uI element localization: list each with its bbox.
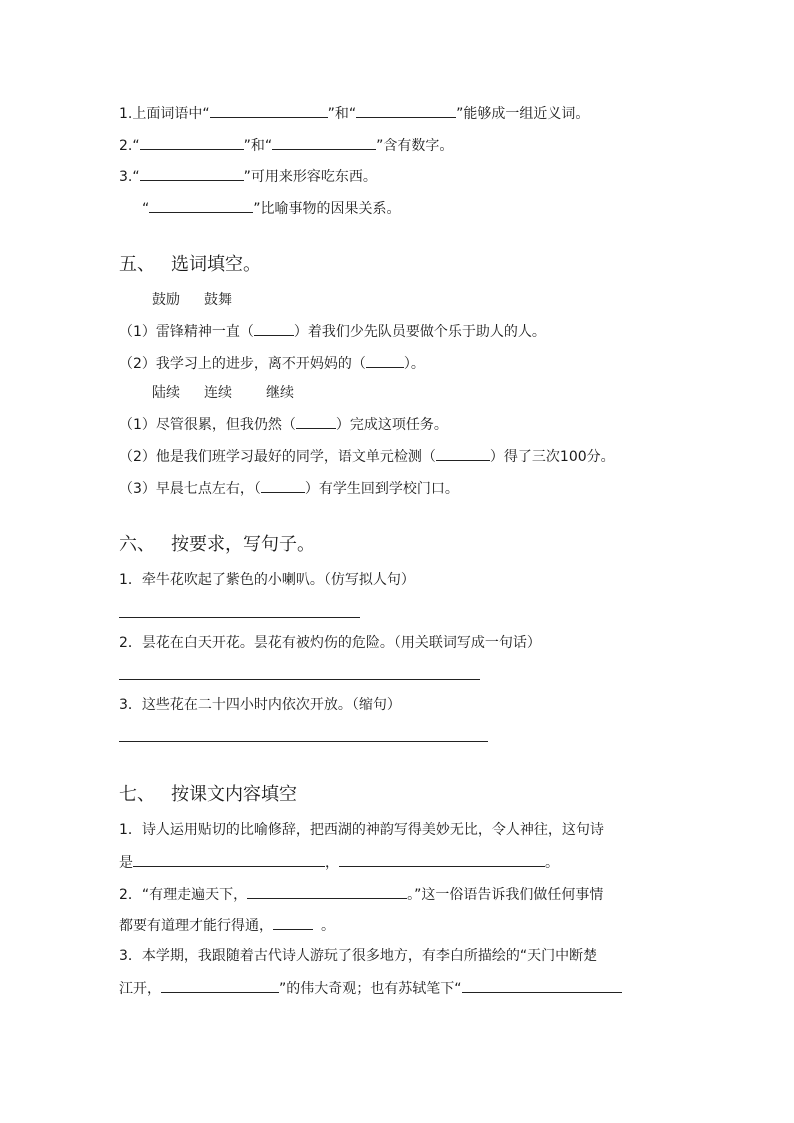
- p7-q3-blank-2[interactable]: [462, 978, 622, 993]
- p5-heading-number: 五、: [119, 254, 155, 275]
- p5-g2q3-blank[interactable]: [261, 478, 305, 493]
- question-text: 江开，: [119, 981, 161, 997]
- word-option: 鼓舞: [204, 292, 232, 308]
- p5-g2q1-blank[interactable]: [296, 414, 336, 429]
- p7-q2-blank-1[interactable]: [247, 884, 407, 899]
- p5-g1-question-2: [119, 353, 794, 373]
- p7-q3-line-2: [119, 978, 794, 998]
- p7-q2-line-2: [119, 915, 794, 935]
- p4-q3b-blank[interactable]: [149, 198, 253, 213]
- question-text: （2）他是我们班学习最好的同学，语文单元检测（: [119, 449, 436, 465]
- question-text: ）有学生回到学校门口。: [304, 481, 459, 497]
- p4-q3a-blank[interactable]: [140, 166, 244, 181]
- question-text: （2）我学习上的进步，离不开妈妈的（: [119, 356, 366, 372]
- question-text: 2．“有理走遍天下，: [119, 887, 248, 903]
- p5-g1q2-blank[interactable]: [366, 353, 404, 368]
- p6-q1-answer-line[interactable]: [119, 617, 360, 618]
- p7-heading: [119, 784, 794, 806]
- question-text: ”的伟大奇观；也有苏轼笔下“: [279, 981, 462, 997]
- p5-g2-question-1: [119, 414, 794, 434]
- question-text: 。”这一俗语告诉我们做任何事情: [407, 887, 604, 903]
- p4-question-3a: [119, 166, 794, 186]
- p4-q1-text-mid: ”和“: [327, 106, 357, 122]
- p4-q2-blank-1[interactable]: [140, 135, 244, 150]
- p5-word-group-2: [152, 384, 794, 402]
- question-text: 是: [119, 855, 133, 871]
- p5-word-group-1: [152, 291, 794, 309]
- p5-g2-question-3: [119, 478, 794, 498]
- p6-q2-answer-line[interactable]: [119, 679, 480, 680]
- p7-q3-line-1: 3．本学期，我跟随着古代诗人游玩了很多地方，有李白所描绘的“天门中断楚: [119, 948, 598, 964]
- p4-question-2: [119, 135, 794, 155]
- p6-heading-text: 按要求，写句子。: [171, 534, 315, 555]
- word-option: 鼓励: [152, 292, 180, 308]
- question-text: （1）尽管很累，但我仍然（: [119, 417, 296, 433]
- question-text: 。: [321, 918, 335, 934]
- word-option: 继续: [266, 385, 294, 401]
- word-option: 连续: [204, 385, 232, 401]
- p5-g1-question-1: [119, 321, 794, 341]
- question-text: ）。: [403, 356, 425, 372]
- p4-q1-blank-1[interactable]: [210, 103, 328, 118]
- p5-g2q2-blank[interactable]: [436, 446, 490, 461]
- p6-question-2: 2．昙花在白天开花。昙花有被灼伤的危险。（用关联词写成一句话）: [119, 635, 541, 651]
- p4-q2-text-mid: ”和“: [243, 138, 273, 154]
- question-text: ）着我们少先队员要做个乐于助人的人。: [293, 324, 546, 340]
- p7-q2-blank-2[interactable]: [273, 915, 313, 930]
- question-text: 。: [545, 855, 559, 871]
- p7-q1-blank-1[interactable]: [133, 852, 325, 867]
- word-option: 陆续: [152, 385, 180, 401]
- p4-q3a-text-post: ”可用来形容吃东西。: [243, 169, 377, 185]
- p6-heading: [119, 534, 794, 556]
- p4-question-3b: [142, 198, 794, 218]
- question-text: ）完成这项任务。: [335, 417, 448, 433]
- p7-q3-blank-1[interactable]: [161, 978, 279, 993]
- p6-question-1: 1．牵牛花吹起了紫色的小喇叭。（仿写拟人句）: [119, 572, 415, 588]
- question-text: ）得了三次100分。: [489, 449, 615, 465]
- question-text: 都要有道理才能行得通，: [119, 918, 273, 934]
- p4-q1-text-pre: 1.上面词语中“: [119, 106, 210, 122]
- p6-question-3: 3．这些花在二十四小时内依次开放。（缩句）: [119, 697, 401, 713]
- p5-heading-text: 选词填空。: [171, 254, 261, 275]
- question-text: ，: [325, 855, 339, 871]
- question-text: （1）雷锋精神一直（: [119, 324, 254, 340]
- p4-q2-text-pre: 2.“: [119, 138, 140, 154]
- p7-q1-blank-2[interactable]: [339, 852, 545, 867]
- p4-q3a-text-pre: 3.“: [119, 169, 140, 185]
- p7-q2-line-1: [119, 884, 794, 904]
- p5-heading: [119, 254, 794, 276]
- p4-q2-blank-2[interactable]: [272, 135, 376, 150]
- p7-q1-line-2: [119, 852, 794, 872]
- p4-q1-blank-2[interactable]: [356, 103, 456, 118]
- p4-q3b-text-post: ”比喻事物的因果关系。: [253, 201, 401, 217]
- p6-q3-answer-line[interactable]: [119, 741, 488, 742]
- p5-g2-question-2: [119, 446, 794, 466]
- p5-g1q1-blank[interactable]: [254, 321, 294, 336]
- p7-heading-number: 七、: [119, 784, 155, 805]
- p4-question-1: [119, 103, 794, 123]
- p6-heading-number: 六、: [119, 534, 155, 555]
- p4-q1-text-post: ”能够成一组近义词。: [456, 106, 590, 122]
- p4-q3b-text-pre: “: [142, 201, 150, 217]
- question-text: （3）早晨七点左右，（: [119, 481, 261, 497]
- p7-heading-text: 按课文内容填空: [171, 784, 297, 805]
- p4-q2-text-post: ”含有数字。: [376, 138, 454, 154]
- p7-q1-line-1: 1．诗人运用贴切的比喻修辞，把西湖的神韵写得美妙无比，令人神往，这句诗: [119, 822, 604, 838]
